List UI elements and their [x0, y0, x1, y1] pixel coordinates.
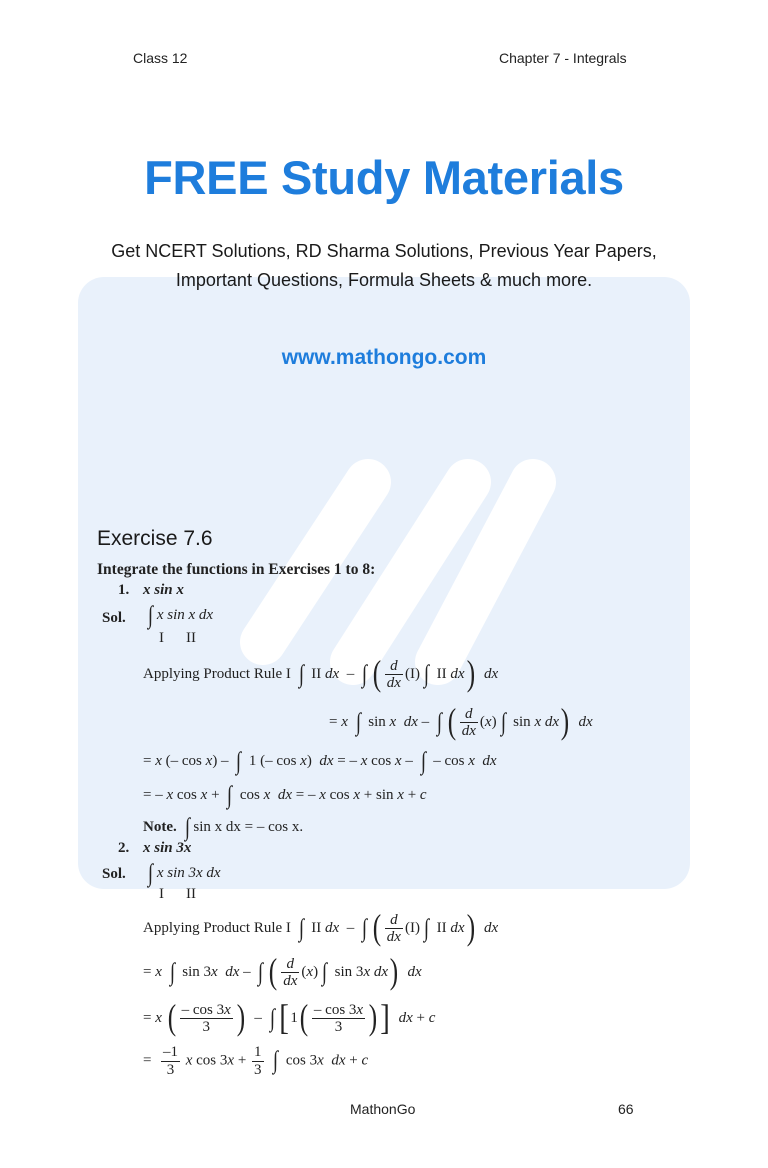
q1-integrand: x sin x dx	[156, 607, 214, 623]
q1-rule-text: Applying Product Rule I	[143, 666, 291, 683]
q2-number: 2.	[118, 840, 130, 856]
q1-integral-line: ∫ x sin x dx	[147, 602, 214, 629]
footer-brand: MathonGo	[350, 1101, 416, 1117]
q2-roman-I: I	[159, 886, 164, 902]
q2-integral-line: ∫ x sin 3x dx	[147, 860, 221, 887]
q2-roman-II: II	[186, 886, 196, 902]
q1-number: 1.	[118, 582, 130, 598]
q2-integrand: x sin 3x dx	[156, 865, 221, 881]
promo-url-link[interactable]: www.mathongo.com	[281, 346, 487, 369]
q1-note-text: sin x dx = – cos x.	[193, 819, 304, 835]
q1-note-line: Note. ∫ sin x dx = – cos x.	[143, 814, 304, 841]
q2-step-4: = $\frac{-1}{3}$ x cos 3x + $\frac{1}{3}$ ∫ cos 3x dx + c	[143, 1044, 369, 1078]
q2-question: x sin 3x	[143, 840, 192, 856]
exercise-title: Exercise 7.6	[97, 527, 213, 550]
q1-roman-I: I	[159, 630, 164, 646]
q1-step-4: = – x cos x + ∫ cos x dx = – x cos x + sin x + c	[143, 782, 427, 809]
q1-step-2: = x ∫ sin x dx – ∫ ( $\frac{d}{dx}$ (x) ∫ sin x dx) dx	[329, 701, 593, 741]
q1-step-3: = x (– cos x) – ∫ 1 (– cos x) dx = – x cos x – ∫ – cos x dx	[143, 748, 497, 775]
q1-roman-II: II	[186, 630, 196, 646]
promo-line-1: Get NCERT Solutions, RD Sharma Solutions, Previous Year Papers,	[111, 241, 657, 261]
q1-rule-line: Applying Product Rule I ∫ II dx – ∫ ( $\frac{d}{dx}$ (I) ∫ II dx) dx	[143, 653, 499, 693]
q2-sol-label: Sol.	[102, 866, 126, 882]
promo-title: FREE Study Materials	[144, 151, 624, 204]
header-class: Class 12	[133, 50, 188, 66]
exercise-instruction: Integrate the functions in Exercises 1 to 8:	[97, 561, 376, 578]
promo-line-2: Important Questions, Formula Sheets & much more.	[175, 270, 593, 290]
q2-step-2: = x ∫ sin 3x dx – ∫ ( $\frac{d}{dx}$ (x) ∫ sin 3x dx) dx	[143, 951, 422, 991]
q1-sol-label: Sol.	[102, 610, 126, 626]
q2-step-3: = x ( $\frac{- \cos 3x}{3}$ ) – ∫ [1( $\frac{- \cos 3x}{3}$ )] dx + c	[143, 997, 436, 1037]
q2-rule-text: Applying Product Rule I	[143, 920, 291, 937]
q1-question: x sin x	[143, 582, 184, 598]
header-chapter: Chapter 7 - Integrals	[499, 50, 627, 66]
q1-note-label: Note.	[143, 819, 177, 835]
q2-rule-line: Applying Product Rule I ∫ II dx – ∫ ( $\frac{d}{dx}$ (I) ∫ II dx) dx	[143, 907, 499, 947]
footer-page-number: 66	[618, 1101, 634, 1117]
